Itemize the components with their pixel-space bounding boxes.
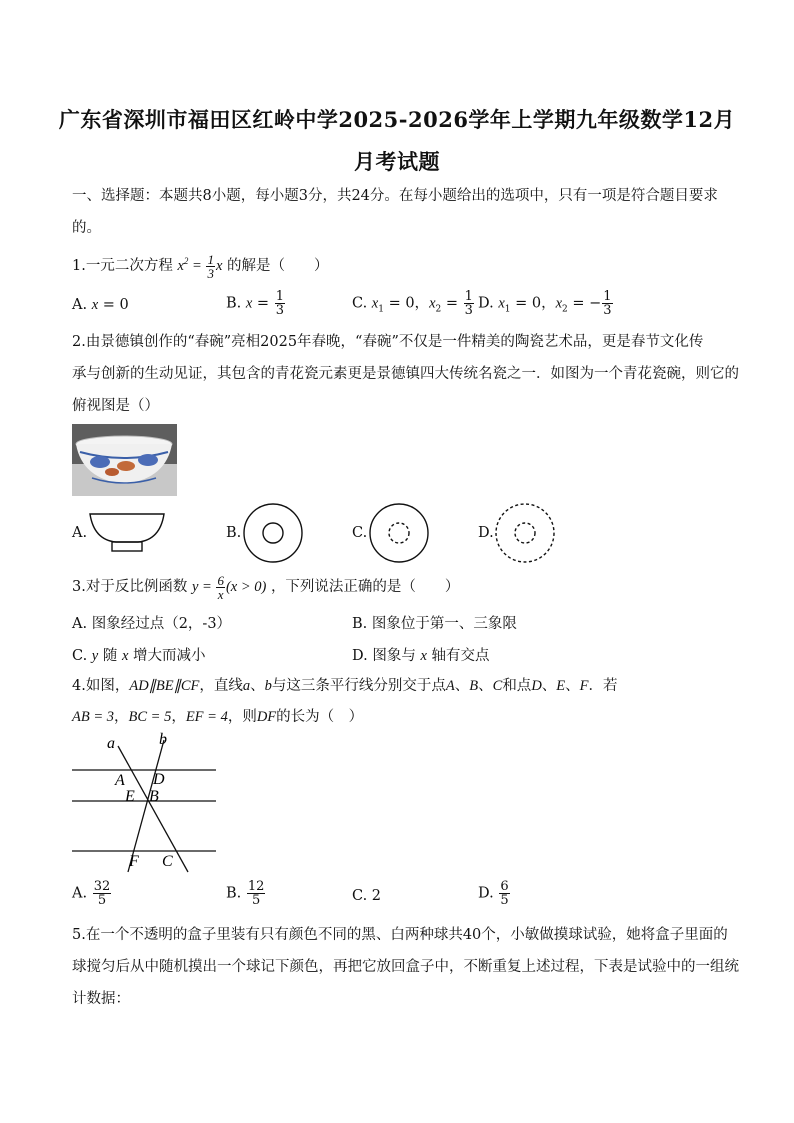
blue-white-bowl-image bbox=[72, 424, 177, 496]
section-heading-cont: 的。 bbox=[72, 220, 101, 236]
q1-option-b: B. x = $\frac{1}{3}$ bbox=[226, 289, 284, 318]
question-2-line2: 承与创新的生动见证，其包含的青花瓷元素更是景德镇四大传统名瓷之一．如图为一个青花瓷碗，则它的 bbox=[72, 366, 739, 382]
question-2-line1: 2.由景德镇创作的“春碗”亮相2025年春晚，“春碗”不仅是一件精美的陶瓷艺术品，更是春节文化传 bbox=[72, 334, 704, 350]
question-4-line1: 4.如图，AD∥BE∥CF，直线a、b与这三条平行线分别交于点A、B、C和点D、E、F．若 bbox=[72, 678, 618, 694]
q2-option-d-label: D. bbox=[478, 525, 494, 541]
q4-option-a: A. $\frac{32}{5}$ bbox=[72, 879, 111, 908]
question-5-line3: 计数据： bbox=[72, 991, 130, 1007]
question-2-line3: 俯视图是（） bbox=[72, 398, 159, 414]
q3-stem-post: ，下列说法正确的是（ ） bbox=[270, 578, 460, 595]
q4-option-d: D. $\frac{6}{5}$ bbox=[478, 879, 509, 908]
question-3-stem bbox=[72, 574, 459, 601]
q1-option-c: C. $x_1 = 0$，$x_2$ = $\frac{1}{3}$ bbox=[352, 289, 473, 318]
q2-option-a-label: A. bbox=[72, 525, 88, 541]
document-title-line1: 广东省深圳市福田区红岭中学2025-2026学年上学期九年级数学12月 bbox=[58, 107, 736, 132]
q3-option-a: A. 图象经过点（2，-3） bbox=[72, 616, 232, 632]
q1-equation: $x^2$ = $\frac{1}{3}$ x bbox=[177, 252, 223, 281]
q2-option-c-label: C. bbox=[352, 525, 368, 541]
q4-option-c: C. 2 bbox=[352, 888, 382, 904]
q4-label-a: a bbox=[107, 735, 115, 752]
q2-option-c-figure bbox=[366, 500, 432, 566]
q2-option-a-figure bbox=[86, 508, 170, 556]
q4-label-b: b bbox=[159, 731, 167, 748]
q3-option-d: D. 图象与 x 轴有交点 bbox=[352, 648, 490, 664]
q2-option-d-figure bbox=[492, 500, 558, 566]
q4-label-B: B bbox=[149, 788, 159, 805]
q1-stem-pre: 1.一元二次方程 bbox=[72, 257, 173, 274]
q4-label-E: E bbox=[125, 788, 135, 805]
section-heading: 一、选择题：本题共8小题，每小题3分，共24分。在每小题给出的选项中，只有一项是符合题目要求 bbox=[72, 188, 718, 204]
q4-parallel-lines-figure bbox=[70, 728, 220, 876]
q4-label-D: D bbox=[153, 771, 165, 788]
q3-stem-pre: 3.对于反比例函数 bbox=[72, 578, 188, 595]
question-5-line2: 球搅匀后从中随机摸出一个球记下颜色，再把它放回盒子中，不断重复上述过程，下表是试验中的一组统 bbox=[72, 959, 739, 975]
q3-function: y = $\frac{6}{x}$ (x > 0) bbox=[191, 573, 267, 602]
q1-option-d: D. $x_1 = 0$，$x_2$ = − $\frac{1}{3}$ bbox=[478, 289, 612, 318]
q2-option-b-label: B. bbox=[226, 525, 242, 541]
q4-label-F: F bbox=[129, 853, 139, 870]
q4-label-C: C bbox=[162, 853, 173, 870]
question-4-line2: AB = 3，BC = 5，EF = 4，则DF的长为（ ） bbox=[72, 709, 364, 725]
document-title-line2: 月考试题 bbox=[354, 149, 440, 174]
question-5-line1: 5.在一个不透明的盒子里装有只有颜色不同的黑、白两种球共40个，小敏做摸球试验，她将盒子里面的 bbox=[72, 927, 728, 943]
q1-stem-post: 的解是（ ） bbox=[226, 257, 329, 274]
q4-option-b: B. $\frac{12}{5}$ bbox=[226, 879, 265, 908]
q1-option-a: A. x = 0 bbox=[72, 297, 129, 313]
q3-option-b: B. 图象位于第一、三象限 bbox=[352, 616, 517, 632]
q3-option-c: C. y 随 x 增大而减小 bbox=[72, 648, 206, 664]
q4-label-A: A bbox=[115, 772, 125, 789]
question-1-stem bbox=[72, 251, 328, 280]
q2-option-b-figure bbox=[240, 500, 306, 566]
